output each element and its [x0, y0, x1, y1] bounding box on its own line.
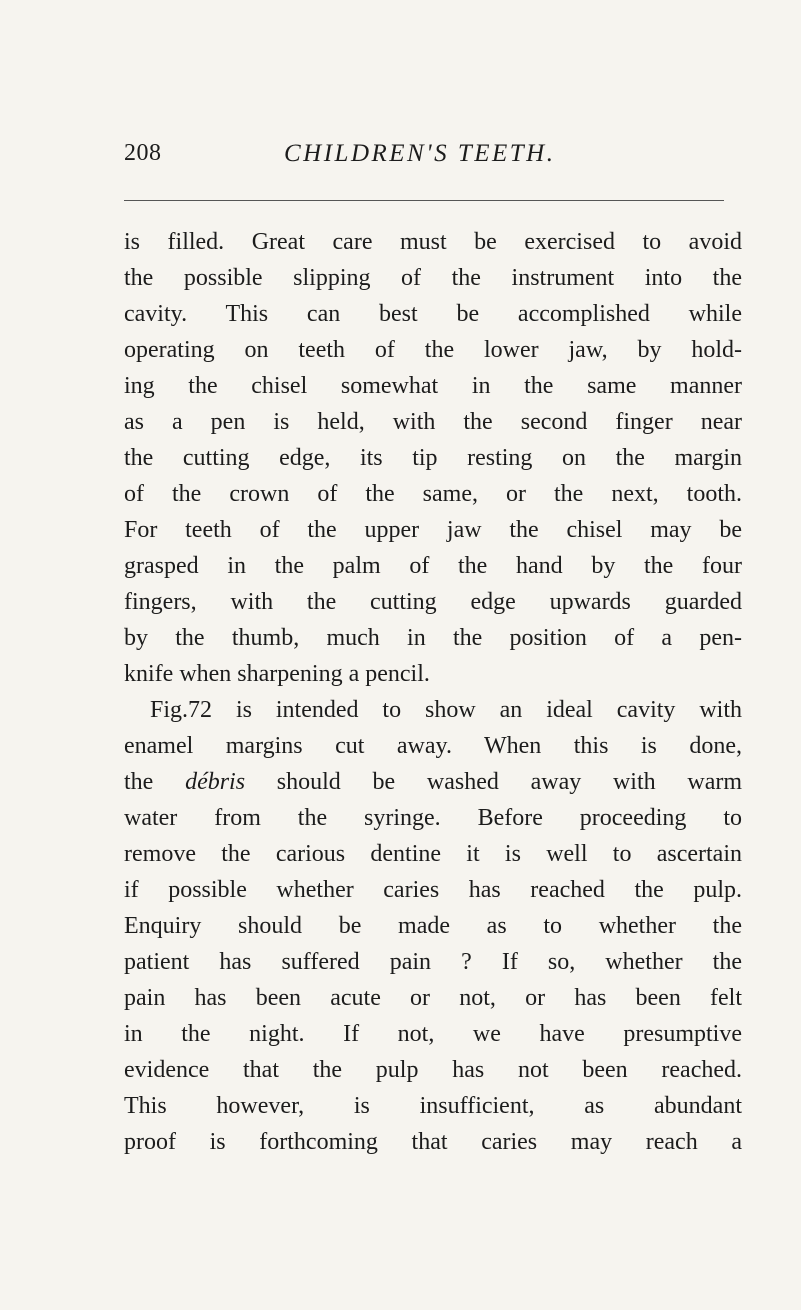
text-line: is filled. Great care must be exercised to avoid	[124, 229, 742, 255]
text-line: cavity. This can best be accomplished while	[124, 301, 742, 327]
text-line: the cutting edge, its tip resting on the margin	[124, 445, 742, 471]
text-line: remove the carious dentine it is well to ascertain	[124, 841, 742, 867]
text-line: ing the chisel somewhat in the same manner	[124, 373, 742, 399]
page-number: 208	[124, 140, 162, 166]
text-line: if possible whether caries has reached the pulp.	[124, 877, 742, 903]
text-line-with-italic	[124, 764, 742, 800]
text-line: in the night. If not, we have presumptive	[124, 1021, 742, 1047]
text-fragment: should be washed away with warm	[276, 769, 743, 795]
text-line: operating on teeth of the lower jaw, by hold-	[124, 337, 742, 363]
text-line: by the thumb, much in the position of a pen-	[124, 625, 742, 651]
text-line: enamel margins cut away. When this is done,	[124, 733, 742, 759]
text-line: proof is forthcoming that caries may reach a	[124, 1129, 742, 1155]
text-line: of the crown of the same, or the next, tooth.	[124, 481, 742, 507]
text-fragment: the	[124, 769, 154, 795]
text-line: water from the syringe. Before proceeding to	[124, 805, 742, 831]
text-line: pain has been acute or not, or has been felt	[124, 985, 742, 1011]
text-line: evidence that the pulp has not been reached.	[124, 1057, 742, 1083]
running-title: CHILDREN'S TEETH.	[284, 140, 556, 167]
italic-word: débris	[185, 769, 246, 795]
text-line: as a pen is held, with the second finger near	[124, 409, 742, 435]
text-line: knife when sharpening a pencil.	[124, 661, 430, 687]
text-line: Fig.72 is intended to show an ideal cavity with	[150, 697, 742, 723]
text-line: This however, is insufficient, as abundant	[124, 1093, 742, 1119]
page-header	[124, 140, 724, 176]
text-line: fingers, with the cutting edge upwards guarded	[124, 589, 742, 615]
text-line: the possible slipping of the instrument into the	[124, 265, 742, 291]
text-line: patient has suffered pain ? If so, whether the	[124, 949, 742, 975]
text-line: Enquiry should be made as to whether the	[124, 913, 742, 939]
body-text	[124, 224, 742, 1160]
text-line: For teeth of the upper jaw the chisel may be	[124, 517, 742, 543]
header-rule	[124, 200, 724, 201]
text-line: grasped in the palm of the hand by the four	[124, 553, 742, 579]
